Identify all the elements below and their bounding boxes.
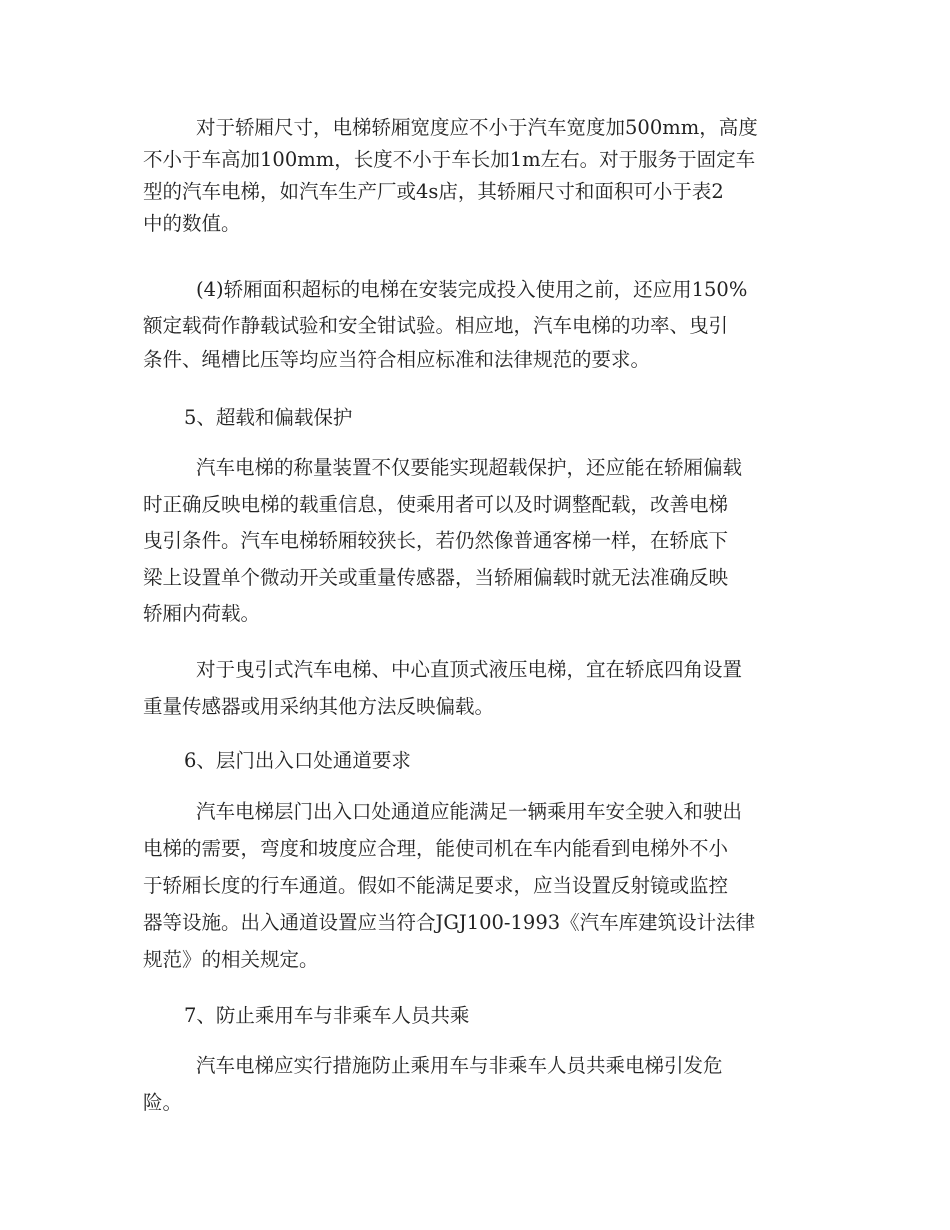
paragraph-line: 汽车电梯层门出入口处通道应能满足一辆乘用车安全驶入和驶出 [196, 800, 743, 823]
paragraph-line: 不小于车高加100mm，长度不小于车长加1m左右。对于服务于固定车 [143, 148, 756, 171]
paragraph-line: 型的汽车电梯，如汽车生产厂或4s店，其轿厢尺寸和面积可小于表2 [143, 180, 724, 203]
paragraph-line: 险。 [143, 1091, 183, 1114]
paragraph-line: 条件、绳槽比压等均应当符合相应标准和法律规范的要求。 [143, 348, 651, 371]
paragraph-line: 规范》的相关规定。 [143, 948, 319, 971]
paragraph-line: 器等设施。出入通道设置应当符合JGJ100-1993《汽车库建筑设计法律 [143, 911, 756, 934]
paragraph-line: 中的数值。 [143, 212, 241, 235]
section-heading-5: 5、超载和偏载保护 [184, 406, 353, 429]
section-heading-6: 6、层门出入口处通道要求 [184, 749, 411, 772]
paragraph-line: 对于曳引式汽车电梯、中心直顶式液压电梯，宜在轿底四角设置 [196, 658, 743, 681]
paragraph-line: (4)轿厢面积超标的电梯在安装完成投入使用之前，还应用150% [196, 278, 748, 301]
paragraph-line: 轿厢内荷载。 [143, 602, 261, 625]
paragraph-line: 梁上设置单个微动开关或重量传感器，当轿厢偏载时就无法准确反映 [143, 566, 729, 589]
section-heading-7: 7、防止乘用车与非乘车人员共乘 [184, 1004, 470, 1027]
paragraph-line: 于轿厢长度的行车通道。假如不能满足要求，应当设置反射镜或监控 [143, 874, 729, 897]
paragraph-line: 重量传感器或用采纳其他方法反映偏载。 [143, 695, 495, 718]
paragraph-line: 汽车电梯应实行措施防止乘用车与非乘车人员共乘电梯引发危 [196, 1054, 723, 1077]
paragraph-line: 时正确反映电梯的载重信息，使乘用者可以及时调整配载，改善电梯 [143, 493, 729, 516]
paragraph-line: 汽车电梯的称量装置不仅要能实现超载保护，还应能在轿厢偏载 [196, 456, 743, 479]
paragraph-line: 额定载荷作静载试验和安全钳试验。相应地，汽车电梯的功率、曳引 [143, 314, 729, 337]
paragraph-line: 对于轿厢尺寸，电梯轿厢宽度应不小于汽车宽度加500mm，高度 [196, 116, 758, 139]
paragraph-line: 电梯的需要，弯度和坡度应合理，能使司机在车内能看到电梯外不小 [143, 837, 729, 860]
paragraph-line: 曳引条件。汽车电梯轿厢较狭长，若仍然像普通客梯一样，在轿底下 [143, 529, 729, 552]
